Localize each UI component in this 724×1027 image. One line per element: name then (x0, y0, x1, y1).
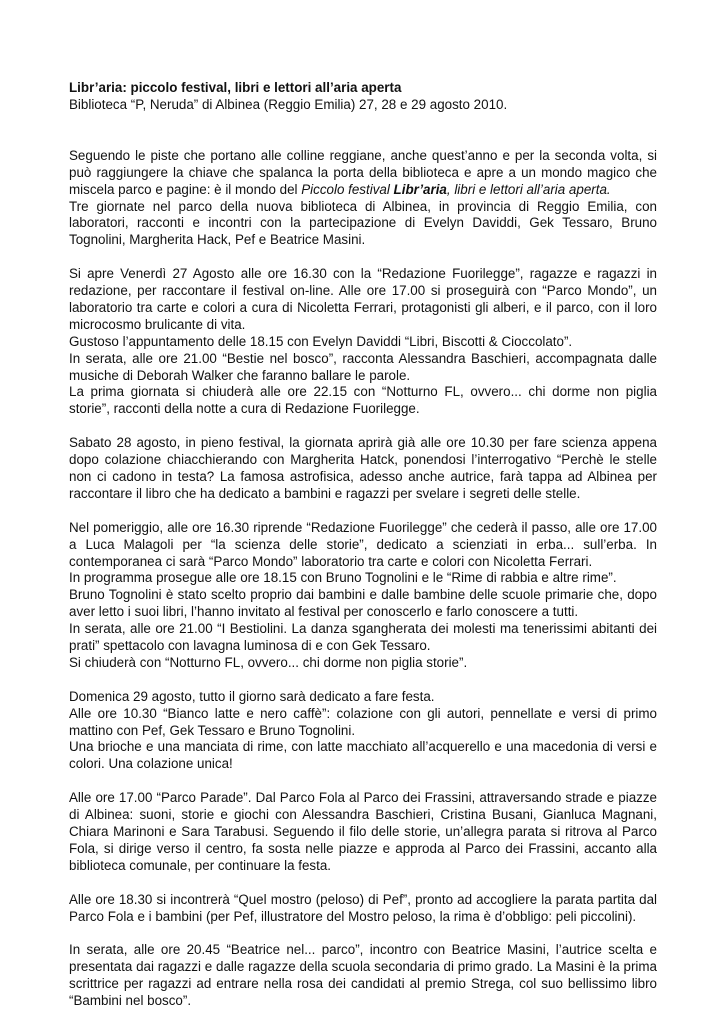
sunday-morning-section (69, 689, 657, 774)
festival-suffix: , libri e lettori all’aria aperta. (446, 181, 611, 197)
sunday-evening-paragraph: In serata, alle ore 20.45 “Beatrice nel... parco”, incontro con Beatrice Masini, l’autrice scelta e presentata dai ragazzi e dalle ragazze della scuola secondaria di primo grado. La Masini è la prima scrittrice per ragazzi ad entrare nella rosa dei candidati al premio Strega, col suo bellissimo libro “Bambini nel bosco”. (69, 942, 657, 1009)
sunday-parade-paragraph: Alle ore 17.00 “Parco Parade”. Dal Parco Fola al Parco dei Frassini, attraversando strade e piazze di Albinea: suoni, storie e giochi con Alessandra Baschieri, Cristina Busani, Gianluca Magnani, Chiara Marinoni e Sara Tarabusi. Seguendo il filo delle storie, un’allegra parata si ritrova al Parco Fola, si dirige verso il centro, fa sosta nelle piazze e approda al Parco dei Frassini, accanto alla biblioteca comunale, per continuare la festa. (69, 790, 657, 873)
friday-section (69, 266, 657, 418)
friday-paragraph-2: Gustoso l’appuntamento delle 18.15 con Evelyn Daviddi “Libri, Biscotti & Cioccolato”. (69, 333, 573, 349)
intro-lead: Seguendo le piste che portano alle colline reggiane, anche quest’anno e per la seconda volta, si può raggiungere la chiave che spalanca la porta della biblioteca e apre a un mondo magico che miscela parco e pagine: è il mondo del (69, 147, 657, 197)
festival-name: Libr’aria (393, 181, 447, 197)
sunday-paragraph-3: Una brioche e una manciata di rime, con latte macchiato all’acquerello e una macedonia di versi e colori. Una colazione unica! (69, 739, 657, 772)
saturday-paragraph-5: In serata, alle ore 21.00 “I Bestiolini. La danza sgangherata dei molesti ma tenerissimi abitanti dei prati” spettacolo con lavagna luminosa di e con Gek Tessaro. (69, 621, 657, 654)
saturday-paragraph-6: Si chiuderà con “Notturno FL, ovvero... chi dorme non piglia storie”. (69, 654, 468, 670)
document-body (69, 80, 657, 1027)
saturday-morning-paragraph: Sabato 28 agosto, in pieno festival, la giornata aprirà già alle ore 10.30 per fare scienza appena dopo colazione chiacchierando con Margherita Hatck, ponendosi l’interrogativo “Perchè le stelle non ci cadono in testa? La famosa astrofisica, adesso anche autrice, farà tappa ad Albinea per raccontare il libro che ha dedicato a bambini e ragazzi per svelare i segreti delle stelle. (69, 435, 657, 501)
saturday-paragraph-2: Nel pomeriggio, alle ore 16.30 riprende “Redazione Fuorilegge” che cederà il passo, alle ore 17.00 a Luca Malagoli per “la scienza delle storie”, dedicato a scienziati in erba... sull’erba. In contemporanea ci sarà “Parco Mondo” laboratorio tra carte e colori con Nicoletta Ferrari. (69, 519, 657, 569)
saturday-paragraph-4: Bruno Tognolini è stato scelto proprio dai bambini e dalle bambine delle scuole primarie che, dopo aver letto i suoi libri, l’hanno invitato al festival per conoscerlo e farlo conoscere a tutti. (69, 587, 657, 620)
document-subtitle: Biblioteca “P, Neruda” di Albinea (Reggio Emilia) 27, 28 e 29 agosto 2010. (69, 96, 508, 112)
friday-paragraph-4: La prima giornata si chiuderà alle ore 22.15 con “Notturno FL, ovvero... chi dorme non piglia storie”, racconti della notte a cura di Redazione Fuorilegge. (69, 384, 657, 417)
sunday-paragraph-2: Alle ore 10.30 “Bianco latte e nero caffè”: colazione con gli autori, pennellate e versi di primo mattino con Pef, Gek Tessaro e Bruno Tognolini. (69, 705, 657, 738)
intro-guests: Tre giornate nel parco della nuova biblioteca di Albinea, in provincia di Reggio Emilia, con laboratori, racconti e incontri con la partecipazione di Evelyn Daviddi, Gek Tessaro, Bruno Tognolini, Margherita Hack, Pef e Beatrice Masini. (69, 198, 657, 248)
friday-paragraph-3: In serata, alle ore 21.00 “Bestie nel bosco”, racconta Alessandra Baschieri, accompagnata dalle musiche di Deborah Walker che faranno ballare le parole. (69, 350, 657, 383)
friday-paragraph-1: Si apre Venerdì 27 Agosto alle ore 16.30 con la “Redazione Fuorilegge”, ragazze e ragazzi in redazione, per raccontare il festival on-line. Alle ore 17.00 si proseguirà con “Parco Mondo”, un laboratorio tra carte e colori a cura di Nicoletta Ferrari, protagonisti gli alberi, e il parco, con il loro microcosmo brulicante di vita. (69, 266, 657, 332)
festival-prefix: Piccolo festival (301, 181, 394, 197)
sunday-pef-paragraph: Alle ore 18.30 si incontrerà “Quel mostro (peloso) di Pef”, pronto ad accogliere la parata partita dal Parco Fola e i bambini (per Pef, illustratore del Mostro peloso, la rima è d’obbligo: peli piccolini). (69, 891, 657, 924)
sunday-paragraph-1: Domenica 29 agosto, tutto il giorno sarà dedicato a fare festa. (69, 688, 435, 704)
saturday-afternoon-section (69, 520, 657, 672)
saturday-paragraph-3: In programma prosegue alle ore 18.15 con Bruno Tognolini e le “Rime di rabbia e altre rime”. (69, 570, 617, 586)
document-title: Libr’aria: piccolo festival, libri e lettori all’aria aperta (69, 80, 402, 95)
intro-paragraph (69, 148, 657, 249)
